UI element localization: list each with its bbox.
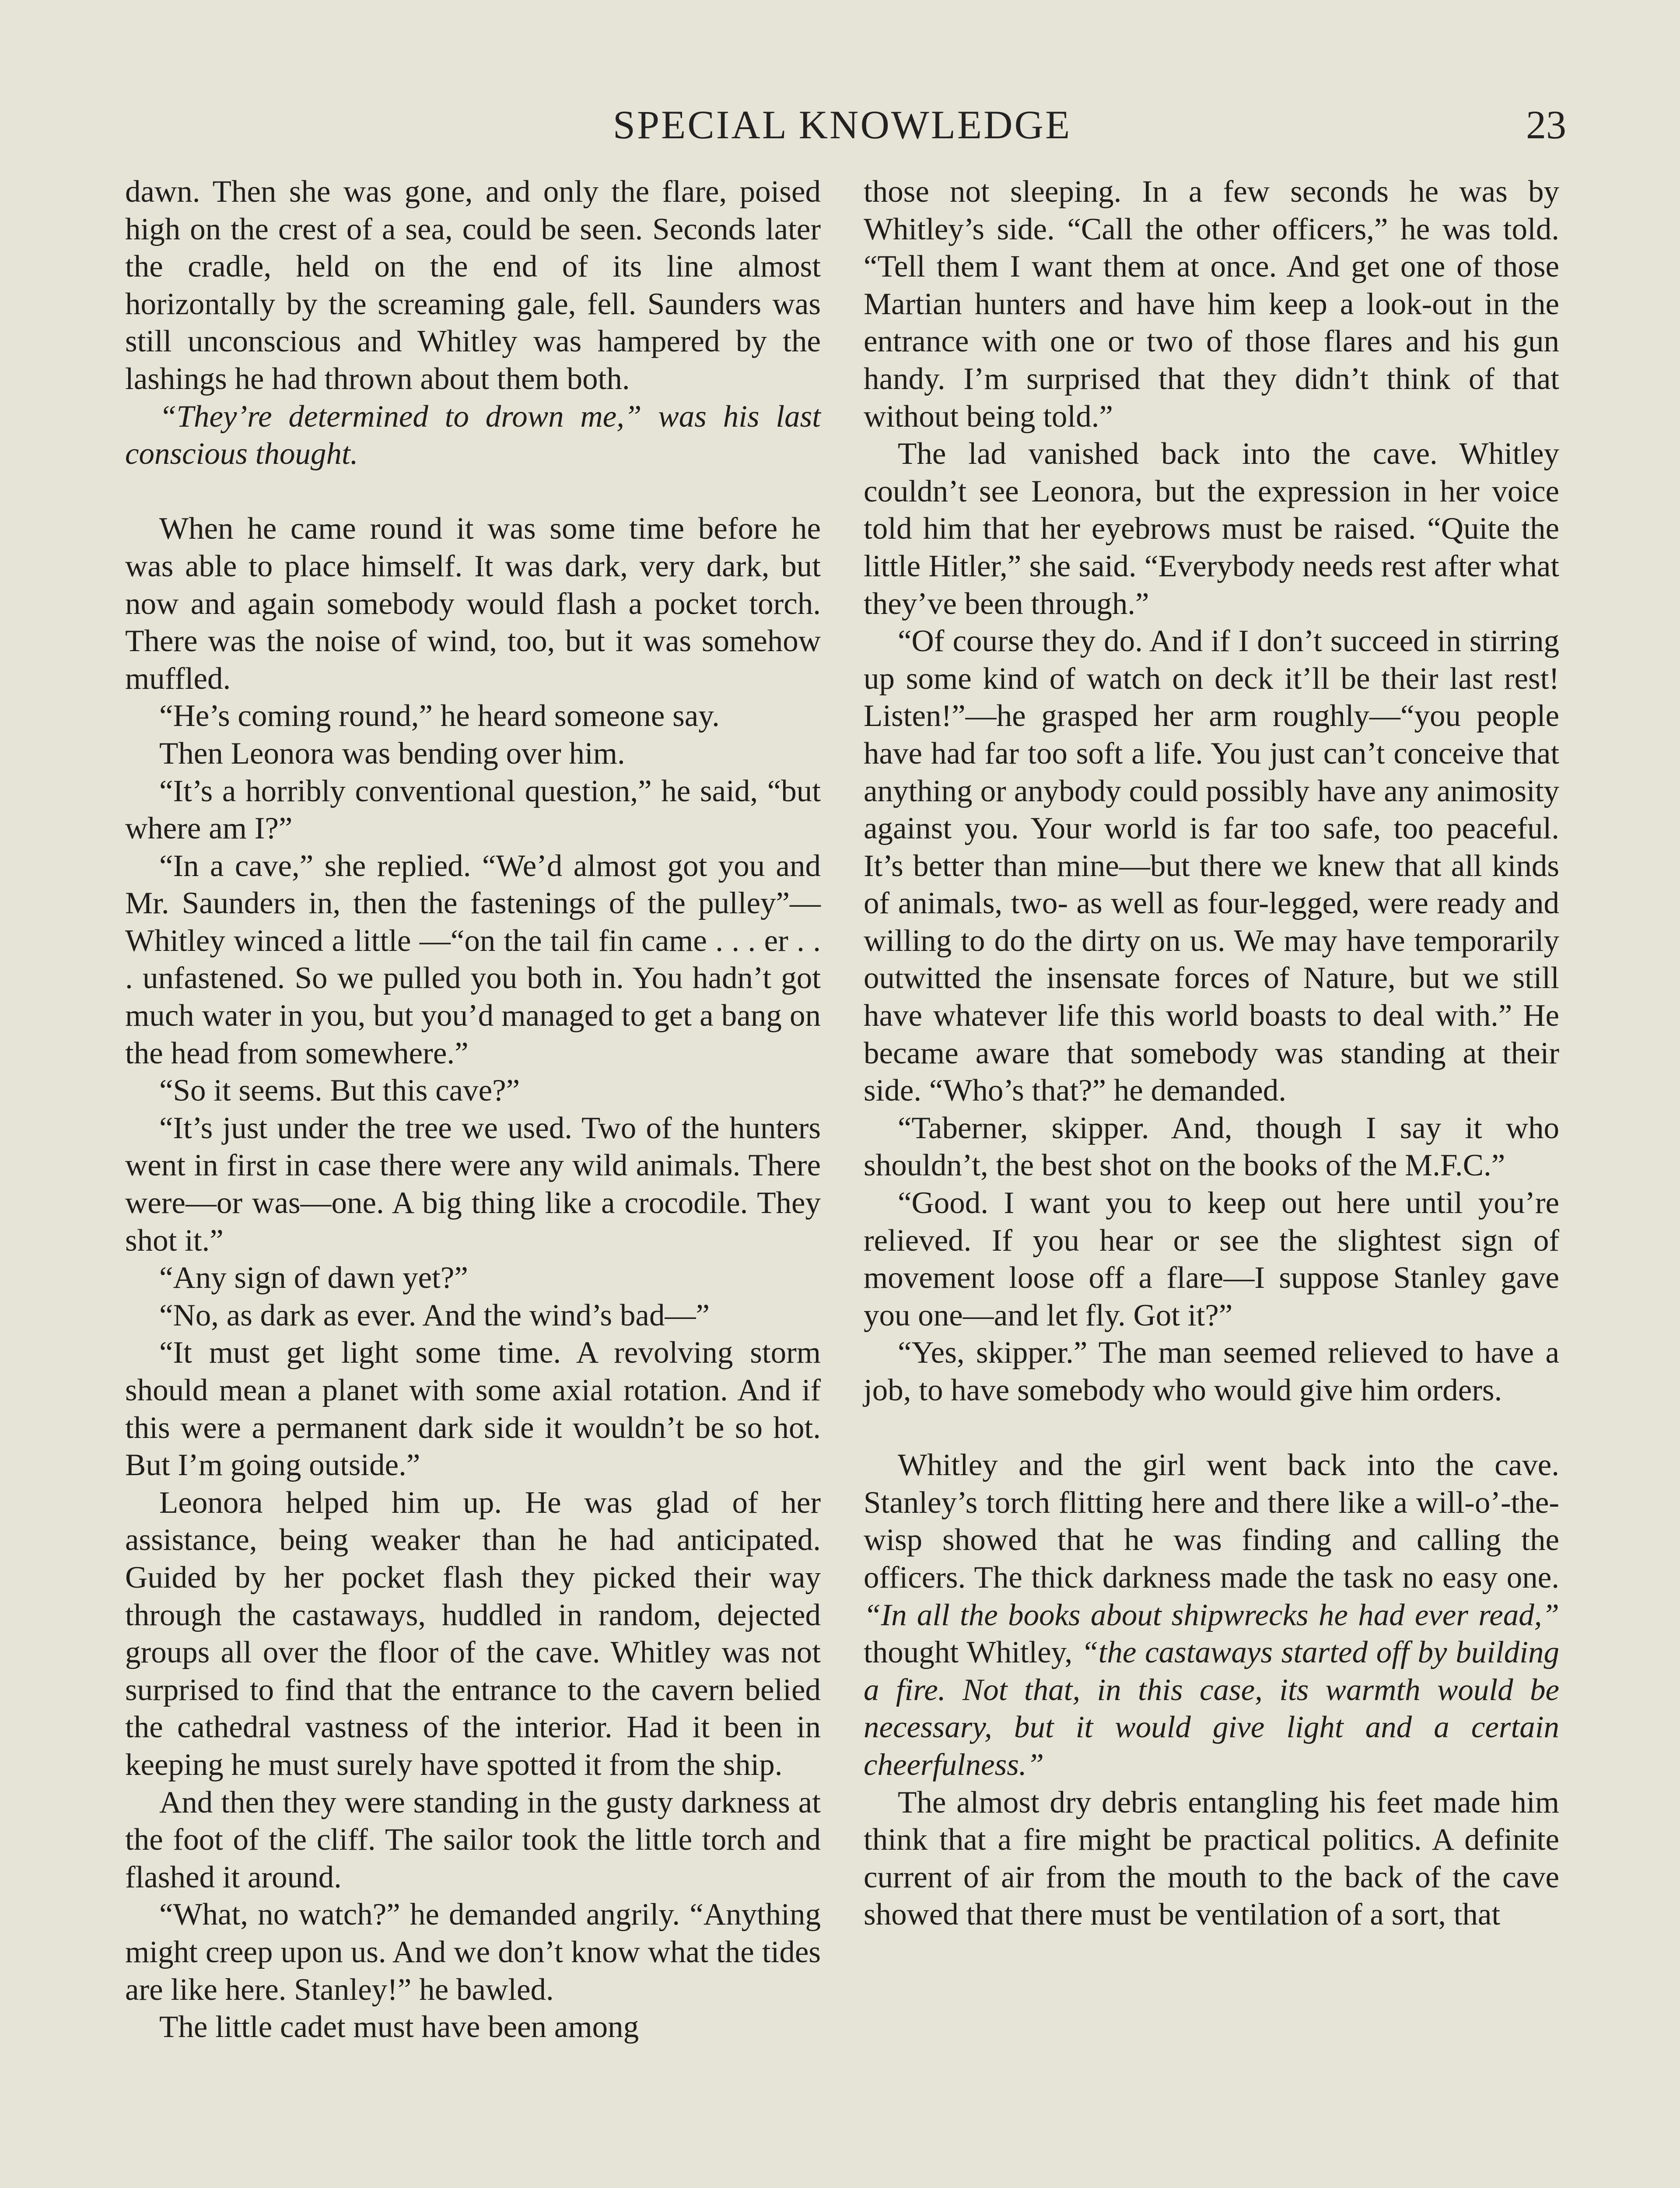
paragraph: And then they were standing in the gusty darkness at the foot of the cliff. The sailor took the little torch and flashed it around. xyxy=(125,1785,821,1894)
paragraph: “Of course they do. And if I don’t succeed in stirring up some kind of watch on deck it’ll be their last rest! Listen!”—he grasped her arm roughly—“you people have had far too soft a life. You just can’t conceive that anything or anybody could possibly have any animosity against you. Your world is far too safe, too peaceful. It’s better than mine—but there we knew that all kinds of animals, two- as well as four-legged, were ready and willing to do the dirty on us. We may have temporarily outwitted the insensate forces of Nature, but we still have whatever life this world boasts to deal with.” He became aware that somebody was standing at their side. “Who’s that?” he demanded. xyxy=(864,624,1559,1108)
paragraph: “What, no watch?” he demanded angrily. “Anything might creep upon us. And we don’t know what the tides are like here. Stanley!” he bawled. xyxy=(125,1897,821,2007)
page-number: 23 xyxy=(1526,102,1566,147)
running-title: SPECIAL KNOWLEDGE xyxy=(612,102,1072,147)
paragraph: those not sleeping. In a few seconds he was by Whitley’s side. “Call the other officers,” he was told. “Tell them I want them at once. And get one of those Martian hunters and have him keep a look-out in the entrance with one or two of those flares and his gun handy. I’m surprised that they didn’t think of that without being told.” xyxy=(864,175,1559,434)
italic-thought: “They’re determined to drown me,” was his last conscious thought. xyxy=(125,399,821,471)
paragraph: “Yes, skipper.” The man seemed relieved to have a job, to have somebody who would give him orders. xyxy=(864,1336,1559,1407)
paragraph: “In a cave,” she replied. “We’d almost got you and Mr. Saunders in, then the fastenings of the pulley”—Whitley winced a little —“on the tail fin came . . . er . . . unfastened. So we pulled you both in. You hadn’t got much water in you, but you’d managed to get a bang on the head from somewhere.” xyxy=(125,849,821,1070)
paragraph: The almost dry debris entangling his feet made him think that a fire might be practical politics. A definite current of air from the mouth to the back of the cave showed that there must be ventilation of a sort, that xyxy=(864,1785,1559,1932)
running-head xyxy=(118,101,1566,149)
paragraph: “It’s a horribly conventional question,” he said, “but where am I?” xyxy=(125,774,821,846)
paragraph: When he came round it was some time before he was able to place himself. It was dark, very dark, but now and again somebody would flash a pocket torch. There was the noise of wind, too, but it was somehow muffled. xyxy=(125,512,821,696)
paragraph: “So it seems. But this cave?” xyxy=(159,1073,520,1108)
paragraph: “Taberner, skipper. And, though I say it who shouldn’t, the best shot on the books of the M.F.C.” xyxy=(864,1111,1559,1183)
paragraph: “It must get light some time. A revolving storm should mean a planet with some axial rotation. And if this were a permanent dark side it wouldn’t be so hot. But I’m going outside.” xyxy=(125,1336,821,1483)
paragraph-text: thought Whitley, xyxy=(864,1635,1073,1670)
paragraph xyxy=(864,1447,1559,1784)
paragraph: “Good. I want you to keep out here until you’re relieved. If you hear or see the slightest sign of movement loose off a flare—I suppose Stanley gave you one—and let fly. Got it?” xyxy=(864,1186,1559,1332)
italic-thought: “In all the books about shipwrecks he had ever read,” xyxy=(864,1598,1559,1632)
paragraph: “Any sign of dawn yet?” xyxy=(159,1261,468,1295)
italic-thought: “the castaways started off by building a fire. Not that, in this case, its warmth would be necessary, but it would give light and a certain cheerfulness.” xyxy=(864,1635,1560,1782)
paragraph: dawn. Then she was gone, and only the flare, poised high on the crest of a sea, could be seen. Seconds later the cradle, held on the end of its line almost horizontally by the screaming gale, fell. Saunders was still unconscious and Whitley was hampered by the lashings he had thrown about them both. xyxy=(125,175,821,396)
paragraph: Then Leonora was bending over him. xyxy=(159,736,625,771)
paragraph: The little cadet must have been among xyxy=(159,2010,639,2044)
paragraph-text: Whitley and the girl went back into the cave. Stanley’s torch flitting here and there like a will-o’-the-wisp showed that he was finding and calling the officers. The thick darkness made the task no easy one. xyxy=(864,1448,1559,1595)
paragraph: Leonora helped him up. He was glad of her assistance, being weaker than he had anticipated. Guided by her pocket flash they picked their way through the castaways, huddled in random, dejected groups all over the floor of the cave. Whitley was not surprised to find that the entrance to the cavern belied the cathedral vastness of the interior. Had it been in keeping he must surely have spotted it from the ship. xyxy=(125,1485,821,1782)
right-text-column xyxy=(864,173,1559,1934)
paragraph xyxy=(125,398,821,473)
paragraph: “He’s coming round,” he heard someone say. xyxy=(159,699,720,733)
left-text-column xyxy=(125,173,821,2046)
paragraph: “No, as dark as ever. And the wind’s bad—” xyxy=(159,1298,710,1332)
paragraph: “It’s just under the tree we used. Two of the hunters went in first in case there were any wild animals. There were—or was—one. A big thing like a crocodile. They shot it.” xyxy=(125,1111,821,1258)
paragraph: The lad vanished back into the cave. Whitley couldn’t see Leonora, but the expression in her voice told him that her eyebrows must be raised. “Quite the little Hitler,” she said. “Everybody needs rest after what they’ve been through.” xyxy=(864,437,1559,621)
